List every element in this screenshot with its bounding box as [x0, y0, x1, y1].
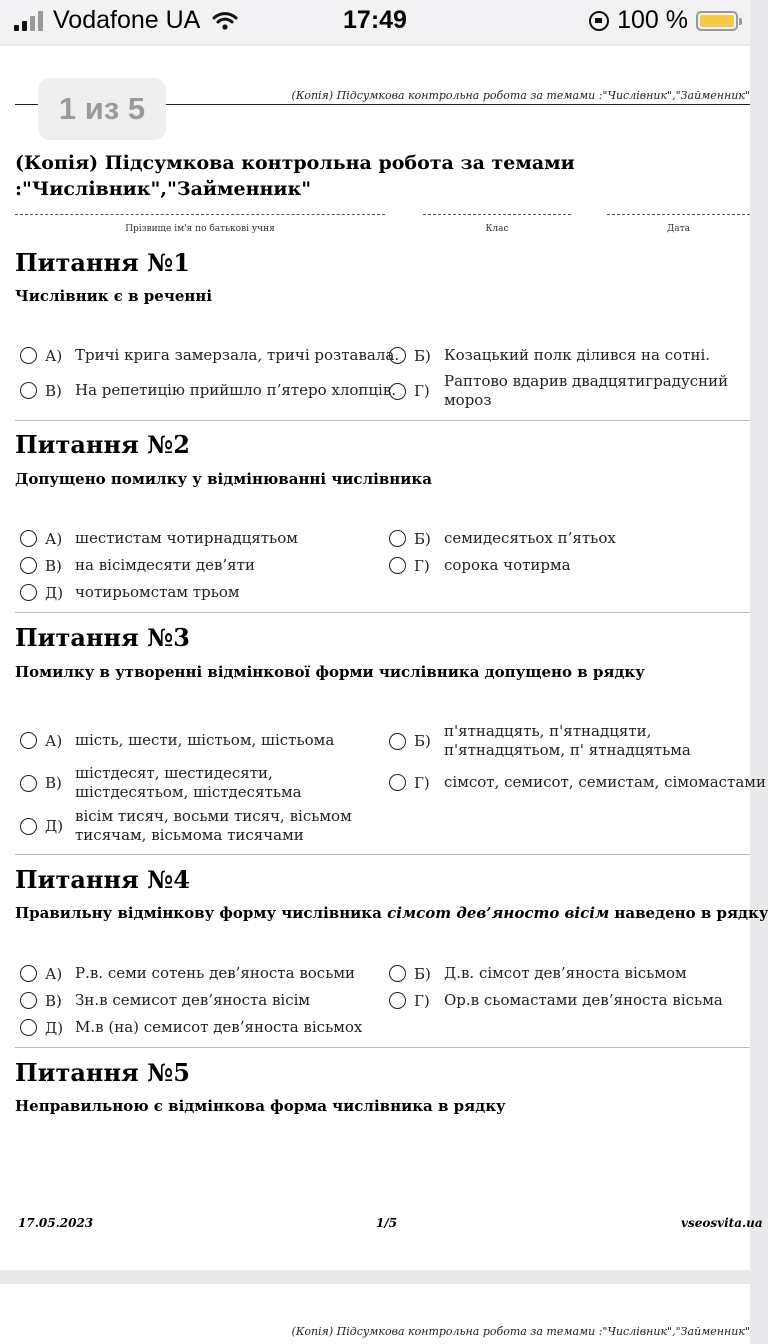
question-5-text: Неправильною є відмінкова форма числівника в рядку — [15, 1097, 506, 1115]
separator — [15, 612, 750, 613]
radio-button[interactable] — [20, 530, 37, 547]
document-title: (Копія) Підсумкова контрольна робота за темами :"Числівник","Займенник" — [15, 152, 575, 200]
q4-option-e[interactable]: Д) М.в (на) семисот дев’яноста вісьмох — [20, 1018, 362, 1037]
status-time: 17:49 — [343, 6, 407, 34]
separator — [15, 854, 750, 855]
running-header: (Копія) Підсумкова контрольна робота за темами :"Числівник","Займенник" — [291, 89, 750, 102]
footer-date: 17.05.2023 — [18, 1216, 94, 1230]
orientation-lock-icon — [589, 11, 609, 31]
question-2-text: Допущено помилку у відмінюванні числівника — [15, 470, 432, 488]
radio-button[interactable] — [389, 733, 406, 750]
radio-button[interactable] — [389, 347, 406, 364]
q3-option-e[interactable]: Д) вісім тисяч, восьми тисяч, вісьмом тисячам, вісьмома тисячами — [20, 807, 370, 845]
radio-button[interactable] — [20, 818, 37, 835]
radio-button[interactable] — [389, 992, 406, 1009]
radio-button[interactable] — [20, 775, 37, 792]
radio-button[interactable] — [389, 530, 406, 547]
separator — [15, 420, 750, 421]
radio-button[interactable] — [20, 557, 37, 574]
q4-option-d[interactable]: Г) Ор.в сьомастами дев’яноста вісьма — [389, 991, 723, 1010]
radio-button[interactable] — [20, 584, 37, 601]
q1-option-c[interactable]: В) На репетицію прийшло п’ятеро хлопців. — [20, 381, 396, 400]
date-line — [607, 214, 750, 215]
question-3-text: Помилку в утворенні відмінкової форми числівника допущено в рядку — [15, 663, 645, 681]
radio-button[interactable] — [20, 965, 37, 982]
radio-button[interactable] — [389, 383, 406, 400]
radio-button[interactable] — [20, 992, 37, 1009]
q3-option-d[interactable]: Г) сімсот, семисот, семистам, сімомастами — [389, 773, 766, 792]
question-3-title: Питання №3 — [15, 623, 190, 652]
q4-option-a[interactable]: А) Р.в. семи сотень дев’яноста восьми — [20, 964, 355, 983]
battery-icon — [696, 11, 738, 31]
q3-option-b[interactable]: Б) п'ятнадцять, п'ятнадцяти, п'ятнадцятьом, п' ятнадцятьма — [389, 722, 719, 760]
question-1-text: Числівник є в реченні — [15, 287, 213, 305]
q1-option-b[interactable]: Б) Козацький полк ділився на сотні. — [389, 346, 710, 365]
next-document-page[interactable] — [0, 1284, 750, 1344]
footer-site: vseosvita.ua — [681, 1216, 763, 1230]
question-5-title: Питання №5 — [15, 1058, 190, 1087]
radio-button[interactable] — [389, 774, 406, 791]
radio-button[interactable] — [20, 1019, 37, 1036]
signature-fields — [15, 214, 750, 244]
date-label: Дата — [666, 224, 691, 234]
class-line — [423, 214, 571, 215]
class-label: Клас — [485, 224, 509, 234]
radio-button[interactable] — [20, 347, 37, 364]
radio-button[interactable] — [389, 557, 406, 574]
radio-button[interactable] — [20, 382, 37, 399]
carrier-name: Vodafone UA — [53, 6, 201, 34]
question-1-title: Питання №1 — [15, 248, 190, 277]
q2-option-c[interactable]: В) на вісімдесяти дев’яти — [20, 556, 255, 575]
battery-percent: 100 % — [617, 6, 688, 34]
q2-option-d[interactable]: Г) сорока чотирма — [389, 556, 571, 575]
q2-option-a[interactable]: А) шестистам чотирнадцятьом — [20, 529, 298, 548]
footer-page-number: 1/5 — [376, 1216, 398, 1230]
q2-option-b[interactable]: Б) семидесятьох п’ятьох — [389, 529, 616, 548]
question-4-title: Питання №4 — [15, 865, 190, 894]
question-2-title: Питання №2 — [15, 430, 190, 459]
radio-button[interactable] — [20, 732, 37, 749]
name-label: Прізвище ім'я по батькові учня — [125, 224, 275, 234]
q3-option-a[interactable]: А) шість, шести, шістьом, шістьома — [20, 731, 334, 750]
q2-option-e[interactable]: Д) чотирьомстам трьом — [20, 583, 240, 602]
status-bar — [0, 0, 750, 44]
next-page-header: (Копія) Підсумкова контрольна робота за темами :"Числівник","Займенник" — [291, 1325, 750, 1338]
question-4-text: Правильну відмінкову форму числівника сімсот дев’яносто вісім наведено в рядку — [15, 904, 768, 922]
q1-option-d[interactable]: Г) Раптово вдарив двадцятиградусний мороз — [389, 372, 729, 410]
name-line — [15, 214, 385, 215]
q3-option-c[interactable]: В) шістдесят, шестидесяти, шістдесятьом, шістдесятьма — [20, 764, 385, 802]
document-page[interactable] — [0, 46, 768, 1270]
q1-option-a[interactable]: А) Тричі крига замерзала, тричі розтавала. — [20, 346, 399, 365]
q4-option-c[interactable]: В) Зн.в семисот дев’яноста вісім — [20, 991, 310, 1010]
page-indicator: 1 из 5 — [38, 78, 166, 140]
separator — [15, 1047, 750, 1048]
q4-option-b[interactable]: Б) Д.в. сімсот дев’яноста вісьмом — [389, 964, 687, 983]
radio-button[interactable] — [389, 965, 406, 982]
